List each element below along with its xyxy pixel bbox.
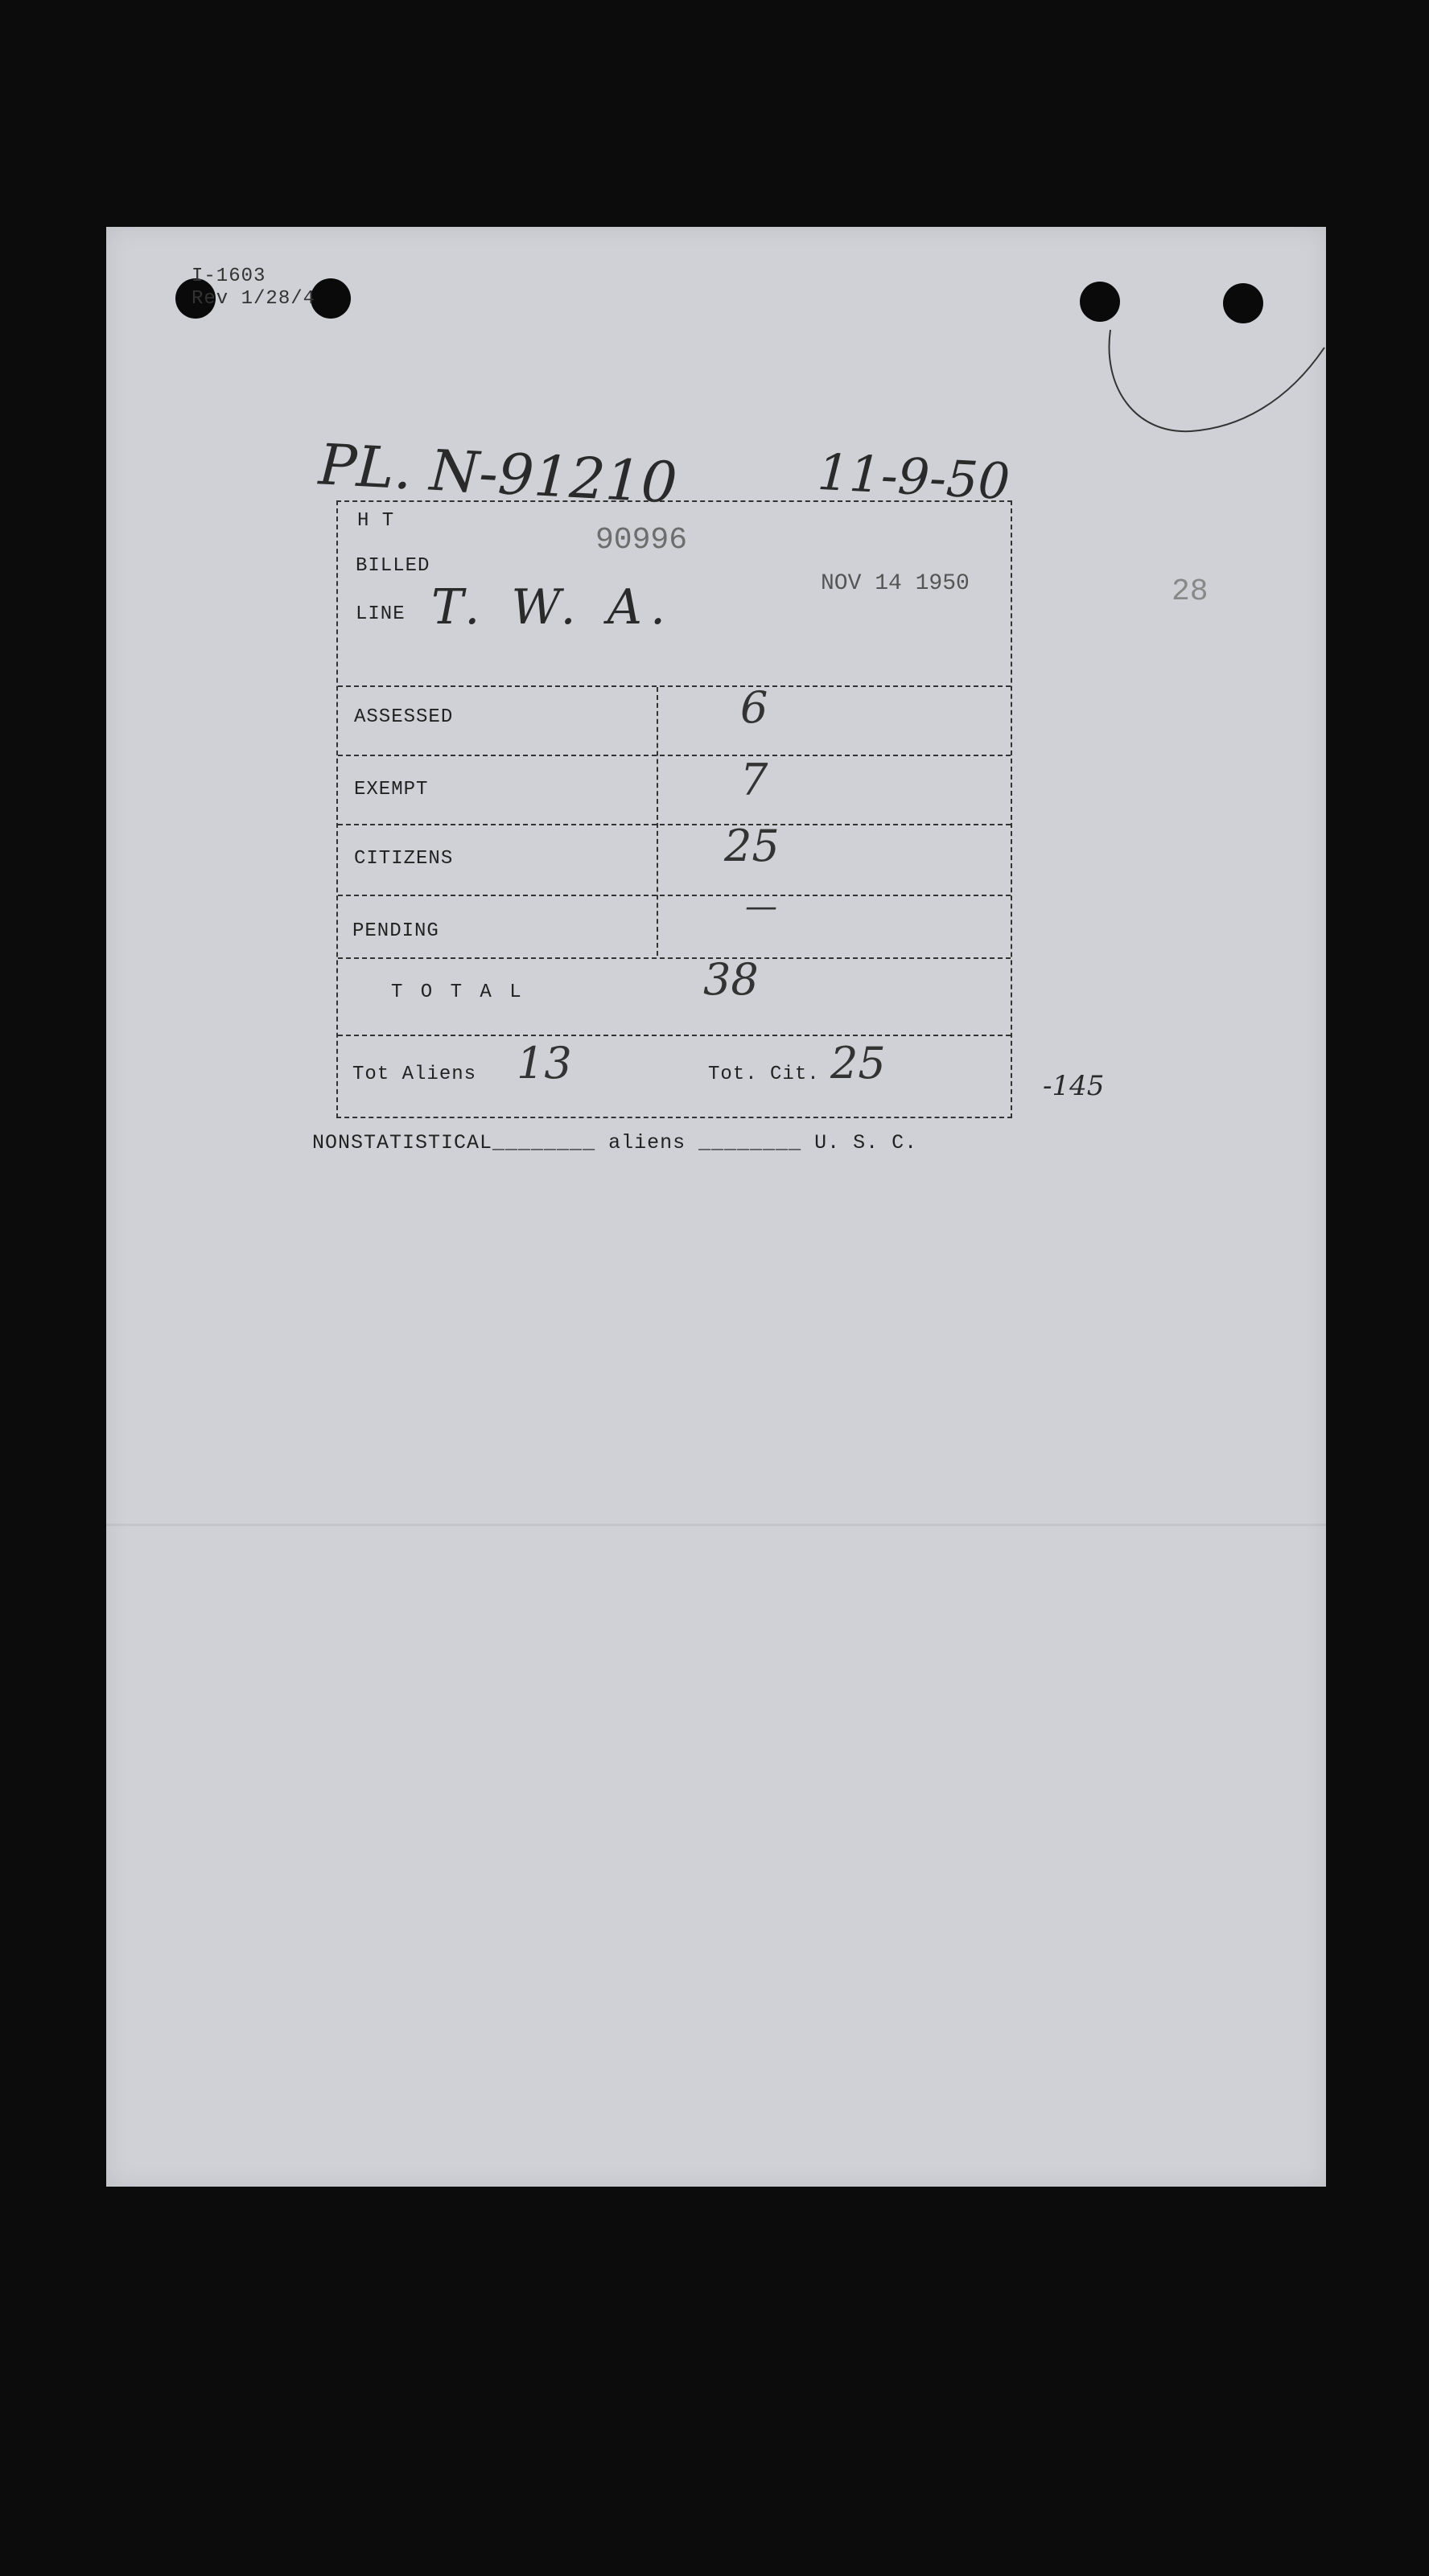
received-date-stamp: NOV 14 1950 — [821, 571, 970, 596]
citizens-label: CITIZENS — [354, 848, 454, 870]
blank-line: ________ — [492, 1131, 609, 1154]
pending-value: — — [745, 888, 777, 925]
tot-cit-label: Tot. Cit. — [708, 1064, 820, 1085]
handwritten-date: 11-9-50 — [816, 442, 1011, 512]
punch-hole-left-2 — [311, 278, 351, 319]
statistics-table — [336, 500, 1012, 1118]
usc-label: U. S. C. — [814, 1131, 918, 1154]
form-number — [191, 265, 315, 311]
billed-label: BILLED — [356, 555, 430, 577]
tot-aliens-label: Tot Aliens — [352, 1064, 477, 1085]
page-number-stamp: 28 — [1172, 574, 1209, 609]
fold-line — [106, 1524, 1326, 1526]
aliens-label: aliens — [608, 1131, 686, 1154]
assessed-label: ASSESSED — [354, 706, 454, 728]
line-label: LINE — [356, 603, 406, 625]
margin-note: -145 — [1043, 1070, 1105, 1102]
assessed-value: 6 — [740, 682, 768, 733]
column-divider — [657, 687, 658, 956]
punch-hole-right-1 — [1080, 282, 1120, 322]
total-label: T O T A L — [391, 981, 525, 1003]
pen-stroke-mark — [1102, 322, 1328, 442]
blank-line: ________ — [686, 1131, 815, 1154]
divider — [338, 685, 1011, 687]
divider — [338, 824, 1011, 825]
divider — [338, 895, 1011, 896]
handwritten-reference: PL. N-91210 — [317, 431, 679, 516]
ht-label: H T — [357, 510, 395, 532]
citizens-value: 25 — [724, 821, 780, 871]
tot-aliens-value: 13 — [517, 1038, 572, 1088]
form-number-code: I-1603 — [191, 265, 266, 287]
tot-cit-value: 25 — [830, 1038, 886, 1088]
nonstatistical-line — [312, 1131, 917, 1154]
nonstatistical-label: NONSTATISTICAL — [312, 1131, 493, 1154]
stamped-serial-number: 90996 — [595, 523, 688, 558]
divider — [338, 755, 1011, 756]
exempt-label: EXEMPT — [354, 779, 429, 800]
exempt-value: 7 — [740, 755, 768, 805]
total-value: 38 — [703, 954, 759, 1005]
divider — [338, 957, 1011, 959]
line-value: T. W. A. — [431, 579, 674, 636]
punch-hole-right-2 — [1223, 283, 1263, 323]
pending-label: PENDING — [352, 920, 439, 942]
form-revision: Rev 1/28/4 — [191, 288, 316, 310]
divider — [338, 1035, 1011, 1036]
